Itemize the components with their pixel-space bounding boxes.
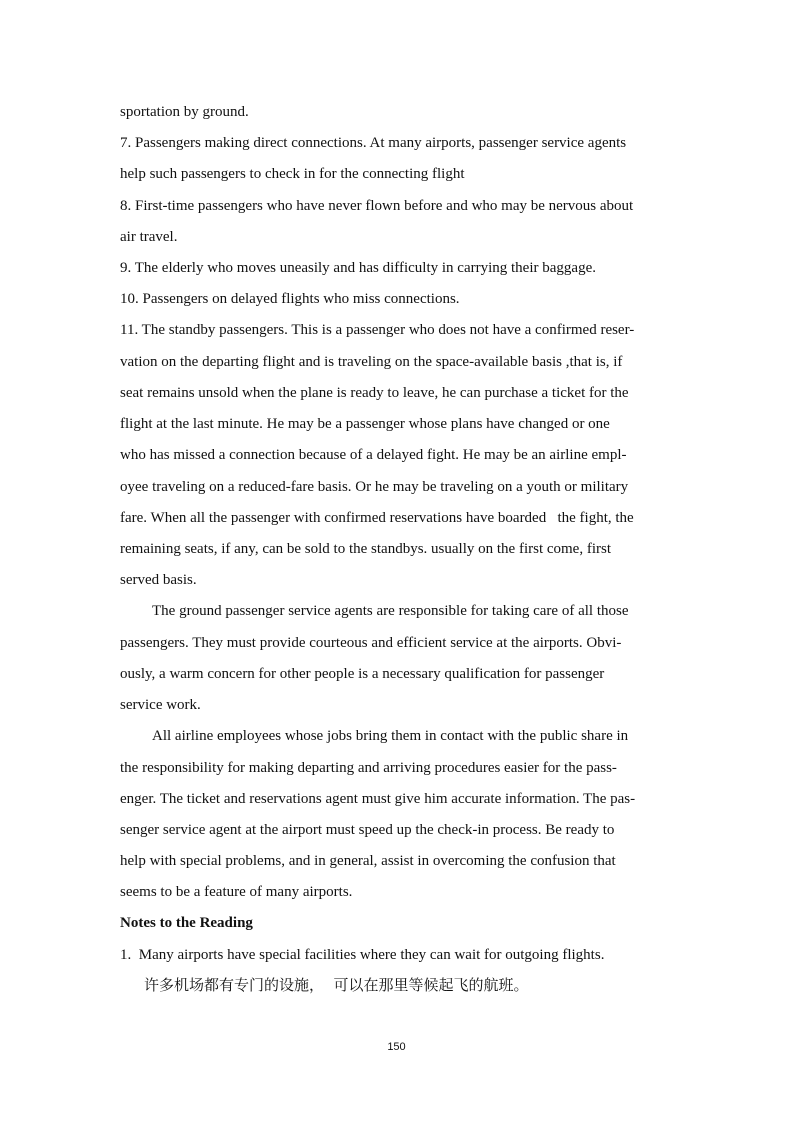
page-number: 150 <box>387 1041 406 1053</box>
text-line: flight at the last minute. He may be a passenger whose plans have changed or one <box>120 416 610 432</box>
text-line: help such passengers to check in for the connecting flight <box>120 166 465 182</box>
text-line: 11. The standby passengers. This is a passenger who does not have a confirmed reser- <box>120 322 635 338</box>
text-line: help with special problems, and in general, assist in overcoming the confusion that <box>120 853 616 869</box>
text-line: ously, a warm concern for other people is a necessary qualification for passenger <box>120 666 605 682</box>
text-line: 7. Passengers making direct connections. At many airports, passenger service agents <box>120 135 627 151</box>
text-line: enger. The ticket and reservations agent must give him accurate information. The pas- <box>120 791 636 807</box>
text-line: remaining seats, if any, can be sold to the standbys. usually on the first come, first <box>120 541 612 557</box>
paragraph-first-line: The ground passenger service agents are responsible for taking care of all those <box>152 603 629 619</box>
text-line: 9. The elderly who moves uneasily and has difficulty in carrying their baggage. <box>120 260 596 276</box>
text-line: air travel. <box>120 229 178 245</box>
text-line: sportation by ground. <box>120 104 249 120</box>
text-line: service work. <box>120 697 201 713</box>
paragraph-first-line: All airline employees whose jobs bring them in contact with the public share in <box>152 728 629 744</box>
text-line: seat remains unsold when the plane is ready to leave, he can purchase a ticket for the <box>120 385 629 401</box>
text-line: the responsibility for making departing and arriving procedures easier for the pass- <box>120 760 617 776</box>
text-line: 10. Passengers on delayed flights who miss connections. <box>120 291 460 307</box>
note-translation: 许多机场都有专门的设施， 可以在那里等候起飞的航班。 <box>144 976 529 994</box>
text-line: oyee traveling on a reduced-fare basis. Or he may be traveling on a youth or military <box>120 479 629 495</box>
note-item: 1. Many airports have special facilities where they can wait for outgoing flights. <box>120 947 605 963</box>
text-line: fare. When all the passenger with confirmed reservations have boarded the fight, the <box>120 510 634 526</box>
text-line: who has missed a connection because of a delayed fight. He may be an airline empl- <box>120 447 627 463</box>
text-line: 8. First-time passengers who have never flown before and who may be nervous about <box>120 198 634 214</box>
text-line: passengers. They must provide courteous and efficient service at the airports. Obvi- <box>120 635 622 651</box>
text-line: seems to be a feature of many airports. <box>120 884 353 900</box>
text-line: senger service agent at the airport must speed up the check-in process. Be ready to <box>120 822 615 838</box>
section-heading: Notes to the Reading <box>120 915 253 931</box>
text-line: served basis. <box>120 572 197 588</box>
text-line: vation on the departing flight and is traveling on the space-available basis ,that is, if <box>120 354 623 370</box>
